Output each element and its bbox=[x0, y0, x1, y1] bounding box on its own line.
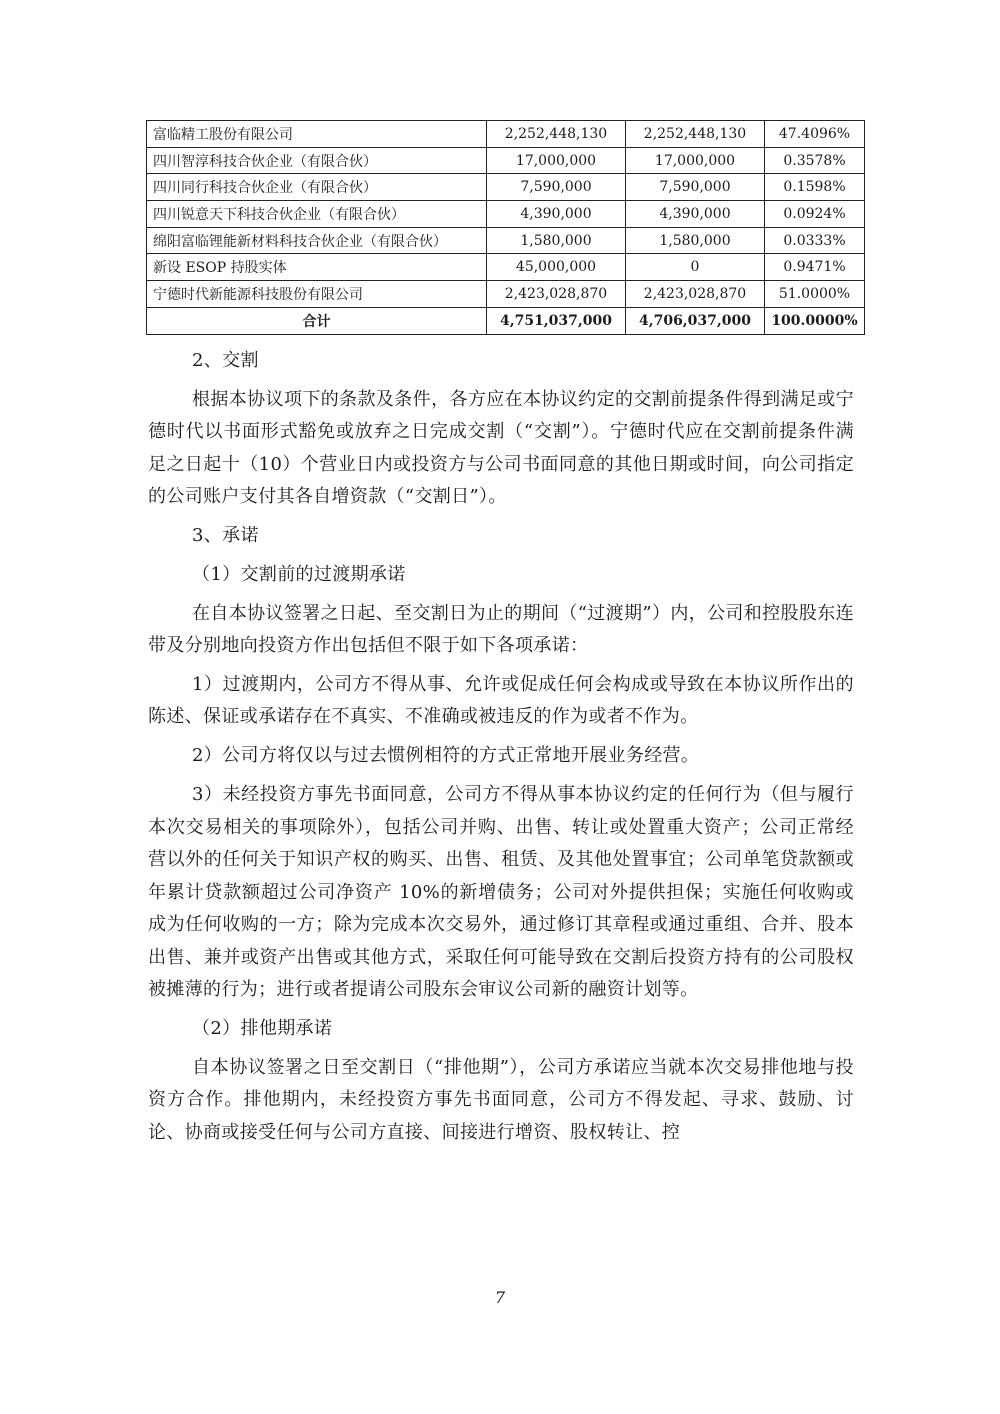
table-row bbox=[147, 174, 865, 201]
amount-cell: 2,423,028,870 bbox=[487, 281, 626, 308]
section-heading-undertakings: 3、承诺 bbox=[192, 525, 259, 547]
table-row bbox=[147, 254, 865, 281]
amount-cell: 2,252,448,130 bbox=[626, 121, 765, 148]
paragraph-transition-intro: 在自本协议签署之日起、至交割日为止的期间（“过渡期”）内，公司和控股股东连带及分别地向投资方作出包括但不限于如下各项承诺： bbox=[148, 602, 854, 657]
amount-cell: 7,590,000 bbox=[626, 174, 765, 201]
table-row bbox=[147, 281, 865, 308]
shareholding-table-body bbox=[147, 121, 865, 335]
shareholder-name-cell: 绵阳富临锂能新材料科技合伙企业（有限合伙） bbox=[147, 227, 487, 254]
table-row bbox=[147, 201, 865, 228]
amount-cell: 17,000,000 bbox=[487, 147, 626, 174]
paragraph-closing: 根据本协议项下的条款及条件，各方应在本协议约定的交割前提条件得到满足或宁德时代以书面形式豁免或放弃之日完成交割（“交割”）。宁德时代应在交割前提条件满足之日起十（10）个营业日内或投资方与公司书面同意的其他日期或时间，向公司指定的公司账户支付其各自增资款（“交割日”）。 bbox=[148, 388, 854, 508]
shareholder-name-cell: 四川同行科技合伙企业（有限合伙） bbox=[147, 174, 487, 201]
percentage-cell: 0.0333% bbox=[765, 227, 865, 254]
shareholder-name-cell: 四川锐意天下科技合伙企业（有限合伙） bbox=[147, 201, 487, 228]
table-row bbox=[147, 121, 865, 148]
amount-cell: 0 bbox=[626, 254, 765, 281]
percentage-cell: 51.0000% bbox=[765, 281, 865, 308]
percentage-cell: 0.3578% bbox=[765, 147, 865, 174]
table-row bbox=[147, 227, 865, 254]
section-heading-closing: 2、交割 bbox=[192, 350, 259, 371]
total-amount-cell: 4,751,037,000 bbox=[487, 307, 626, 334]
amount-cell: 7,590,000 bbox=[487, 174, 626, 201]
amount-cell: 4,390,000 bbox=[487, 201, 626, 228]
shareholder-name-cell: 富临精工股份有限公司 bbox=[147, 121, 487, 148]
percentage-cell: 47.4096% bbox=[765, 121, 865, 148]
total-label-cell: 合计 bbox=[147, 307, 487, 334]
total-percentage-cell: 100.0000% bbox=[765, 307, 865, 334]
amount-cell: 45,000,000 bbox=[487, 254, 626, 281]
paragraph-exclusivity: 自本协议签署之日至交割日（“排他期”），公司方承诺应当就本次交易排他地与投资方合作。排他期内，未经投资方事先书面同意，公司方不得发起、寻求、鼓励、讨论、协商或接受任何与公司方直接、间接进行增资、股权转让、控 bbox=[148, 1056, 854, 1143]
shareholding-table bbox=[146, 120, 865, 335]
percentage-cell: 0.9471% bbox=[765, 254, 865, 281]
table-total-row bbox=[147, 307, 865, 334]
percentage-cell: 0.0924% bbox=[765, 201, 865, 228]
page-number: 7 bbox=[494, 1288, 506, 1307]
shareholding-table-container bbox=[146, 120, 865, 335]
subheading-transition-period: （1）交割前的过渡期承诺 bbox=[192, 563, 406, 585]
list-item: 2）公司方将仅以与过去惯例相符的方式正常地开展业务经营。 bbox=[192, 745, 700, 767]
shareholder-name-cell: 新设 ESOP 持股实体 bbox=[147, 254, 487, 281]
document-body bbox=[148, 345, 854, 1155]
percentage-cell: 0.1598% bbox=[765, 174, 865, 201]
amount-cell: 1,580,000 bbox=[626, 227, 765, 254]
shareholder-name-cell: 四川智淳科技合伙企业（有限合伙） bbox=[147, 147, 487, 174]
shareholder-name-cell: 宁德时代新能源科技股份有限公司 bbox=[147, 281, 487, 308]
amount-cell: 2,423,028,870 bbox=[626, 281, 765, 308]
amount-cell: 17,000,000 bbox=[626, 147, 765, 174]
total-amount-cell: 4,706,037,000 bbox=[626, 307, 765, 334]
subheading-exclusivity: （2）排他期承诺 bbox=[192, 1017, 333, 1039]
list-item: 3）未经投资方事先书面同意，公司方不得从事本协议约定的任何行为（但与履行本次交易相关的事项除外），包括公司并购、出售、转让或处置重大资产；公司正常经营以外的任何关于知识产权的购买、出售、租赁、及其他处置事宜；公司单笔贷款额或年累计贷款额超过公司净资产 10%的新增债务；公司对外提供担保；实施任何收购或成为任何收购的一方；除为完成本次交易外，通过修订其章程或通过重组、合并、股本出售、兼并或资产出售或其他方式，采取任何可能导致在交割后投资方持有的公司股权被摊薄的行为；进行或者提请公司股东会审议公司新的融资计划等。 bbox=[148, 784, 854, 1001]
amount-cell: 4,390,000 bbox=[626, 201, 765, 228]
amount-cell: 1,580,000 bbox=[487, 227, 626, 254]
table-row bbox=[147, 147, 865, 174]
amount-cell: 2,252,448,130 bbox=[487, 121, 626, 148]
list-item: 1）过渡期内，公司方不得从事、允许或促成任何会构成或导致在本协议所作出的陈述、保证或承诺存在不真实、不准确或被违反的作为或者不作为。 bbox=[148, 673, 854, 728]
